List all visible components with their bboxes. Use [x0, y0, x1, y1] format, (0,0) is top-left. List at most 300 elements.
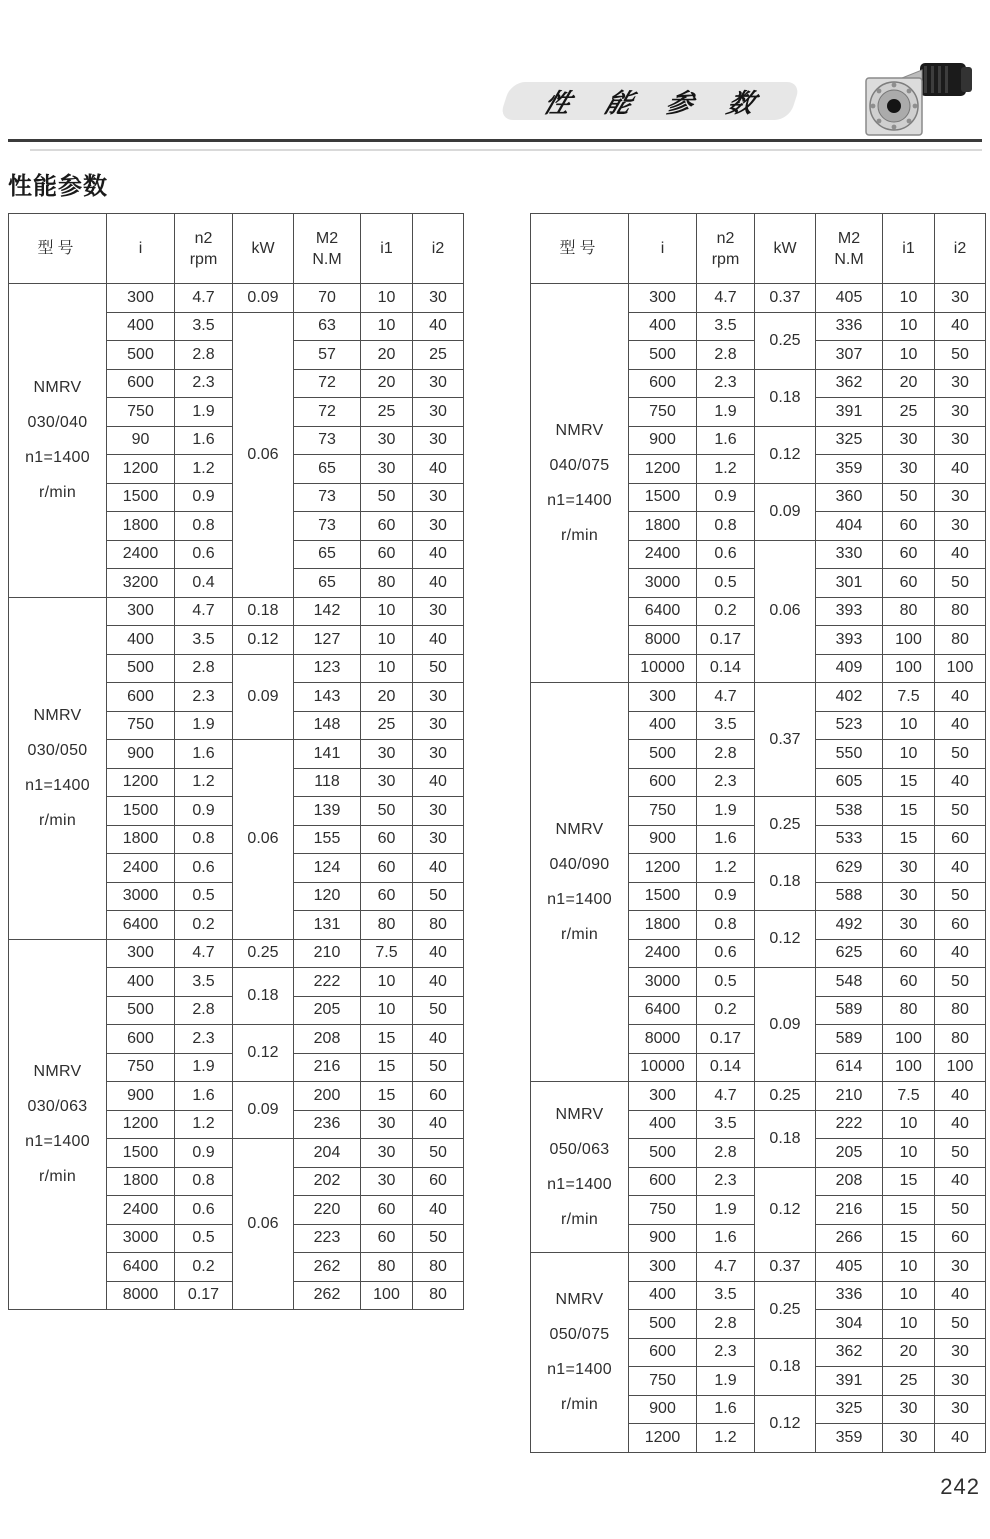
m2-cell: 362	[816, 1338, 883, 1367]
n2-cell: 0.8	[175, 512, 233, 541]
n2-cell: 2.8	[175, 654, 233, 683]
i2-cell: 50	[413, 1139, 464, 1168]
m2-cell: 202	[294, 1167, 361, 1196]
i1-cell: 10	[883, 312, 935, 341]
n2-cell: 1.6	[697, 825, 755, 854]
model-line: 030/063	[27, 1098, 88, 1116]
model-line: n1=1400	[25, 777, 90, 794]
i-cell: 1800	[107, 1167, 175, 1196]
i2-cell: 40	[935, 939, 986, 968]
model-line: NMRV	[33, 707, 82, 724]
i-cell: 3000	[107, 1224, 175, 1253]
table-row	[9, 939, 464, 968]
parameters-table-left	[8, 213, 464, 1310]
i2-cell: 30	[413, 426, 464, 455]
table-row	[531, 284, 986, 313]
header-banner	[499, 82, 801, 120]
i2-cell: 30	[413, 797, 464, 826]
n2-cell: 1.6	[175, 426, 233, 455]
i1-cell: 10	[361, 312, 413, 341]
n2-cell: 0.9	[175, 483, 233, 512]
i2-cell: 40	[935, 711, 986, 740]
header-i2: i2	[413, 214, 464, 284]
kw-cell: 0.06	[233, 740, 294, 940]
i2-cell: 40	[413, 455, 464, 484]
kw-cell: 0.25	[755, 1281, 816, 1338]
n2-cell: 2.3	[175, 369, 233, 398]
kw-cell: 0.18	[755, 854, 816, 911]
i2-cell: 50	[935, 968, 986, 997]
m2-cell: 325	[816, 1395, 883, 1424]
i-cell: 900	[629, 1224, 697, 1253]
model-line: r/min	[38, 812, 77, 829]
n2-cell: 3.5	[175, 626, 233, 655]
i-cell: 500	[107, 996, 175, 1025]
n2-cell: 0.6	[175, 854, 233, 883]
n2-cell: 0.8	[697, 911, 755, 940]
i1-cell: 60	[361, 1224, 413, 1253]
model-line: n1=1400	[25, 449, 90, 467]
n2-cell: 1.2	[175, 768, 233, 797]
m2-cell: 73	[294, 426, 361, 455]
kw-cell: 0.18	[755, 1338, 816, 1395]
i2-cell: 50	[413, 996, 464, 1025]
i1-cell: 10	[361, 968, 413, 997]
m2-cell: 492	[816, 911, 883, 940]
i1-cell: 60	[361, 512, 413, 541]
i1-cell: 100	[361, 1281, 413, 1310]
i2-cell: 80	[935, 597, 986, 626]
i-cell: 1800	[629, 512, 697, 541]
n2-cell: 1.6	[175, 1082, 233, 1111]
m2-cell: 614	[816, 1053, 883, 1082]
i-cell: 750	[629, 797, 697, 826]
n2-cell: 0.6	[175, 1196, 233, 1225]
i-cell: 2400	[107, 540, 175, 569]
i2-cell: 80	[413, 1253, 464, 1282]
m2-cell: 143	[294, 683, 361, 712]
model-line: NMRV	[555, 1291, 604, 1309]
i-cell: 10000	[629, 1053, 697, 1082]
kw-cell: 0.18	[755, 1110, 816, 1167]
i2-cell: 40	[935, 1424, 986, 1453]
m2-cell: 307	[816, 341, 883, 370]
header-m2: M2 N.M	[294, 214, 361, 284]
i1-cell: 80	[361, 911, 413, 940]
i-cell: 600	[629, 1167, 697, 1196]
n2-cell: 1.9	[697, 797, 755, 826]
i1-cell: 10	[883, 1139, 935, 1168]
m2-cell: 120	[294, 882, 361, 911]
i2-cell: 30	[935, 398, 986, 427]
i2-cell: 100	[935, 1053, 986, 1082]
m2-cell: 589	[816, 1025, 883, 1054]
i1-cell: 10	[361, 654, 413, 683]
i1-cell: 10	[361, 597, 413, 626]
i-cell: 400	[107, 312, 175, 341]
model-line: 040/075	[549, 457, 610, 474]
m2-cell: 538	[816, 797, 883, 826]
header-i2: i2	[935, 214, 986, 284]
m2-cell: 304	[816, 1310, 883, 1339]
i-cell: 400	[629, 711, 697, 740]
i-cell: 300	[629, 683, 697, 712]
i1-cell: 30	[883, 882, 935, 911]
model-cell	[9, 284, 107, 598]
n2-cell: 2.8	[697, 1310, 755, 1339]
model-cell	[531, 683, 629, 1082]
n2-cell: 0.9	[697, 483, 755, 512]
m2-cell: 65	[294, 569, 361, 598]
model-line: 050/075	[549, 1326, 610, 1344]
i-cell: 600	[107, 369, 175, 398]
m2-cell: 359	[816, 1424, 883, 1453]
i1-cell: 60	[883, 569, 935, 598]
i1-cell: 10	[883, 284, 935, 313]
i-cell: 1200	[629, 455, 697, 484]
header-i1: i1	[883, 214, 935, 284]
i-cell: 600	[107, 683, 175, 712]
i2-cell: 30	[935, 512, 986, 541]
kw-cell: 0.06	[233, 312, 294, 597]
m2-cell: 391	[816, 398, 883, 427]
i2-cell: 40	[935, 768, 986, 797]
m2-cell: 124	[294, 854, 361, 883]
i2-cell: 80	[935, 626, 986, 655]
n2-cell: 2.3	[175, 1025, 233, 1054]
i2-cell: 40	[935, 312, 986, 341]
model-line: NMRV	[33, 379, 82, 397]
i1-cell: 15	[361, 1082, 413, 1111]
i-cell: 600	[107, 1025, 175, 1054]
i2-cell: 40	[935, 540, 986, 569]
i2-cell: 30	[935, 1253, 986, 1282]
i-cell: 750	[629, 398, 697, 427]
model-line: r/min	[38, 484, 77, 502]
header-n2: n2 rpm	[697, 214, 755, 284]
i2-cell: 30	[935, 1395, 986, 1424]
i1-cell: 30	[361, 1167, 413, 1196]
i2-cell: 30	[413, 825, 464, 854]
i-cell: 500	[629, 341, 697, 370]
header-banner-title: 性 能 参 数	[539, 87, 774, 118]
i1-cell: 7.5	[883, 683, 935, 712]
model-line: r/min	[560, 926, 599, 943]
i-cell: 400	[629, 312, 697, 341]
kw-cell: 0.12	[233, 1025, 294, 1082]
i-cell: 600	[629, 768, 697, 797]
i-cell: 10000	[629, 654, 697, 683]
model-line: NMRV	[555, 1106, 604, 1123]
kw-cell: 0.25	[755, 1082, 816, 1111]
n2-cell: 2.3	[697, 1167, 755, 1196]
i1-cell: 60	[361, 825, 413, 854]
i1-cell: 15	[361, 1053, 413, 1082]
m2-cell: 210	[816, 1082, 883, 1111]
n2-cell: 2.8	[697, 341, 755, 370]
i1-cell: 15	[883, 768, 935, 797]
header-model: 型号	[9, 214, 107, 284]
i2-cell: 50	[935, 569, 986, 598]
m2-cell: 262	[294, 1253, 361, 1282]
m2-cell: 409	[816, 654, 883, 683]
model-cell	[9, 939, 107, 1310]
n2-cell: 3.5	[175, 968, 233, 997]
n2-cell: 4.7	[697, 284, 755, 313]
n2-cell: 0.17	[697, 626, 755, 655]
i-cell: 6400	[629, 996, 697, 1025]
model-line: n1=1400	[547, 891, 612, 908]
model-line: 030/040	[27, 414, 88, 432]
n2-cell: 1.9	[175, 711, 233, 740]
model-cell	[9, 597, 107, 939]
m2-cell: 393	[816, 626, 883, 655]
n2-cell: 0.2	[175, 911, 233, 940]
i2-cell: 50	[935, 740, 986, 769]
m2-cell: 220	[294, 1196, 361, 1225]
m2-cell: 629	[816, 854, 883, 883]
model-line: r/min	[560, 1396, 599, 1414]
i-cell: 900	[629, 426, 697, 455]
model-cell	[531, 1082, 629, 1253]
i2-cell: 100	[935, 654, 986, 683]
table-header-row	[9, 214, 464, 284]
kw-cell: 0.12	[755, 1167, 816, 1253]
header-kw: kW	[233, 214, 294, 284]
i-cell: 2400	[107, 854, 175, 883]
n2-cell: 1.6	[697, 1395, 755, 1424]
i-cell: 900	[629, 1395, 697, 1424]
i1-cell: 30	[361, 1139, 413, 1168]
i2-cell: 30	[413, 597, 464, 626]
page-number: 242	[940, 1474, 980, 1499]
header-i1: i1	[361, 214, 413, 284]
i2-cell: 50	[935, 341, 986, 370]
i-cell: 600	[629, 369, 697, 398]
i-cell: 1800	[107, 512, 175, 541]
model-line: r/min	[560, 1211, 599, 1228]
n2-cell: 2.8	[175, 341, 233, 370]
kw-cell: 0.25	[755, 312, 816, 369]
model-line: n1=1400	[547, 492, 612, 509]
table-row	[531, 1253, 986, 1282]
n2-cell: 0.8	[175, 1167, 233, 1196]
n2-cell: 0.4	[175, 569, 233, 598]
i-cell: 1500	[107, 1139, 175, 1168]
i2-cell: 50	[935, 1139, 986, 1168]
i1-cell: 60	[883, 939, 935, 968]
i2-cell: 40	[413, 768, 464, 797]
i1-cell: 10	[361, 284, 413, 313]
n2-cell: 2.3	[697, 768, 755, 797]
kw-cell: 0.06	[755, 540, 816, 683]
i1-cell: 30	[883, 1395, 935, 1424]
m2-cell: 208	[816, 1167, 883, 1196]
m2-cell: 391	[816, 1367, 883, 1396]
i2-cell: 25	[413, 341, 464, 370]
table-row	[531, 1082, 986, 1111]
m2-cell: 266	[816, 1224, 883, 1253]
i2-cell: 50	[413, 882, 464, 911]
i1-cell: 15	[883, 1224, 935, 1253]
model-cell	[531, 284, 629, 683]
i1-cell: 10	[361, 996, 413, 1025]
n2-cell: 2.3	[697, 369, 755, 398]
i-cell: 300	[629, 284, 697, 313]
n2-cell: 4.7	[697, 683, 755, 712]
m2-cell: 405	[816, 1253, 883, 1282]
i2-cell: 40	[935, 455, 986, 484]
i2-cell: 40	[413, 312, 464, 341]
i2-cell: 30	[413, 512, 464, 541]
i2-cell: 80	[935, 1025, 986, 1054]
kw-cell: 0.09	[233, 654, 294, 740]
n2-cell: 1.2	[697, 854, 755, 883]
m2-cell: 216	[816, 1196, 883, 1225]
i1-cell: 25	[883, 1367, 935, 1396]
table-header-row	[531, 214, 986, 284]
i-cell: 500	[107, 341, 175, 370]
i2-cell: 80	[413, 911, 464, 940]
header-n2: n2 rpm	[175, 214, 233, 284]
i2-cell: 80	[413, 1281, 464, 1310]
n2-cell: 2.8	[175, 996, 233, 1025]
i2-cell: 50	[935, 1310, 986, 1339]
i-cell: 750	[107, 711, 175, 740]
n2-cell: 1.9	[697, 1367, 755, 1396]
i-cell: 1800	[629, 911, 697, 940]
header-i: i	[629, 214, 697, 284]
i-cell: 300	[107, 597, 175, 626]
i1-cell: 50	[883, 483, 935, 512]
m2-cell: 139	[294, 797, 361, 826]
i2-cell: 30	[413, 483, 464, 512]
m2-cell: 393	[816, 597, 883, 626]
i-cell: 400	[107, 626, 175, 655]
i1-cell: 100	[883, 1025, 935, 1054]
n2-cell: 0.9	[175, 797, 233, 826]
table-row	[9, 597, 464, 626]
n2-cell: 0.17	[175, 1281, 233, 1310]
i2-cell: 40	[413, 854, 464, 883]
n2-cell: 1.2	[697, 1424, 755, 1453]
i1-cell: 30	[883, 911, 935, 940]
m2-cell: 65	[294, 540, 361, 569]
i2-cell: 30	[413, 284, 464, 313]
i2-cell: 60	[413, 1167, 464, 1196]
n2-cell: 2.3	[697, 1338, 755, 1367]
m2-cell: 589	[816, 996, 883, 1025]
i1-cell: 100	[883, 1053, 935, 1082]
m2-cell: 73	[294, 483, 361, 512]
i1-cell: 10	[361, 626, 413, 655]
i2-cell: 40	[413, 540, 464, 569]
i2-cell: 80	[935, 996, 986, 1025]
m2-cell: 330	[816, 540, 883, 569]
i2-cell: 40	[935, 1082, 986, 1111]
i-cell: 1500	[629, 882, 697, 911]
gearbox-motor-illustration	[860, 58, 978, 142]
m2-cell: 73	[294, 512, 361, 541]
i-cell: 500	[107, 654, 175, 683]
i-cell: 1200	[629, 854, 697, 883]
i-cell: 1200	[107, 768, 175, 797]
i-cell: 300	[629, 1082, 697, 1111]
m2-cell: 205	[816, 1139, 883, 1168]
n2-cell: 1.2	[175, 455, 233, 484]
i2-cell: 60	[935, 911, 986, 940]
i2-cell: 40	[935, 1281, 986, 1310]
i-cell: 500	[629, 1139, 697, 1168]
m2-cell: 72	[294, 369, 361, 398]
n2-cell: 3.5	[697, 312, 755, 341]
i-cell: 1500	[107, 797, 175, 826]
n2-cell: 0.5	[175, 882, 233, 911]
i1-cell: 25	[883, 398, 935, 427]
m2-cell: 548	[816, 968, 883, 997]
kw-cell: 0.37	[755, 1253, 816, 1282]
header-divider-shadow	[30, 149, 982, 151]
i-cell: 3000	[629, 569, 697, 598]
m2-cell: 625	[816, 939, 883, 968]
model-cell	[531, 1253, 629, 1453]
n2-cell: 0.5	[697, 569, 755, 598]
n2-cell: 2.8	[697, 1139, 755, 1168]
i2-cell: 40	[413, 1110, 464, 1139]
i-cell: 1200	[629, 1424, 697, 1453]
m2-cell: 205	[294, 996, 361, 1025]
i2-cell: 30	[413, 683, 464, 712]
m2-cell: 605	[816, 768, 883, 797]
model-line: 050/063	[549, 1141, 610, 1158]
m2-cell: 222	[294, 968, 361, 997]
n2-cell: 0.8	[175, 825, 233, 854]
m2-cell: 72	[294, 398, 361, 427]
i2-cell: 30	[413, 398, 464, 427]
page-title: 性能参数	[8, 173, 108, 200]
m2-cell: 550	[816, 740, 883, 769]
kw-cell: 0.25	[755, 797, 816, 854]
kw-cell: 0.12	[755, 426, 816, 483]
parameters-table-right	[530, 213, 986, 1453]
i2-cell: 30	[935, 1367, 986, 1396]
kw-cell: 0.09	[233, 1082, 294, 1139]
i1-cell: 30	[361, 426, 413, 455]
n2-cell: 0.6	[697, 540, 755, 569]
i2-cell: 40	[413, 1025, 464, 1054]
n2-cell: 3.5	[697, 711, 755, 740]
i1-cell: 15	[361, 1025, 413, 1054]
i-cell: 400	[107, 968, 175, 997]
i1-cell: 10	[883, 711, 935, 740]
i2-cell: 40	[935, 1167, 986, 1196]
n2-cell: 2.8	[697, 740, 755, 769]
i-cell: 900	[107, 1082, 175, 1111]
m2-cell: 405	[816, 284, 883, 313]
n2-cell: 0.2	[697, 597, 755, 626]
n2-cell: 4.7	[175, 939, 233, 968]
i2-cell: 40	[935, 854, 986, 883]
n2-cell: 1.2	[697, 455, 755, 484]
header-divider	[8, 139, 982, 142]
m2-cell: 325	[816, 426, 883, 455]
m2-cell: 70	[294, 284, 361, 313]
i2-cell: 50	[413, 1053, 464, 1082]
i-cell: 3000	[629, 968, 697, 997]
n2-cell: 0.9	[697, 882, 755, 911]
table-row	[9, 284, 464, 313]
i2-cell: 50	[935, 1196, 986, 1225]
